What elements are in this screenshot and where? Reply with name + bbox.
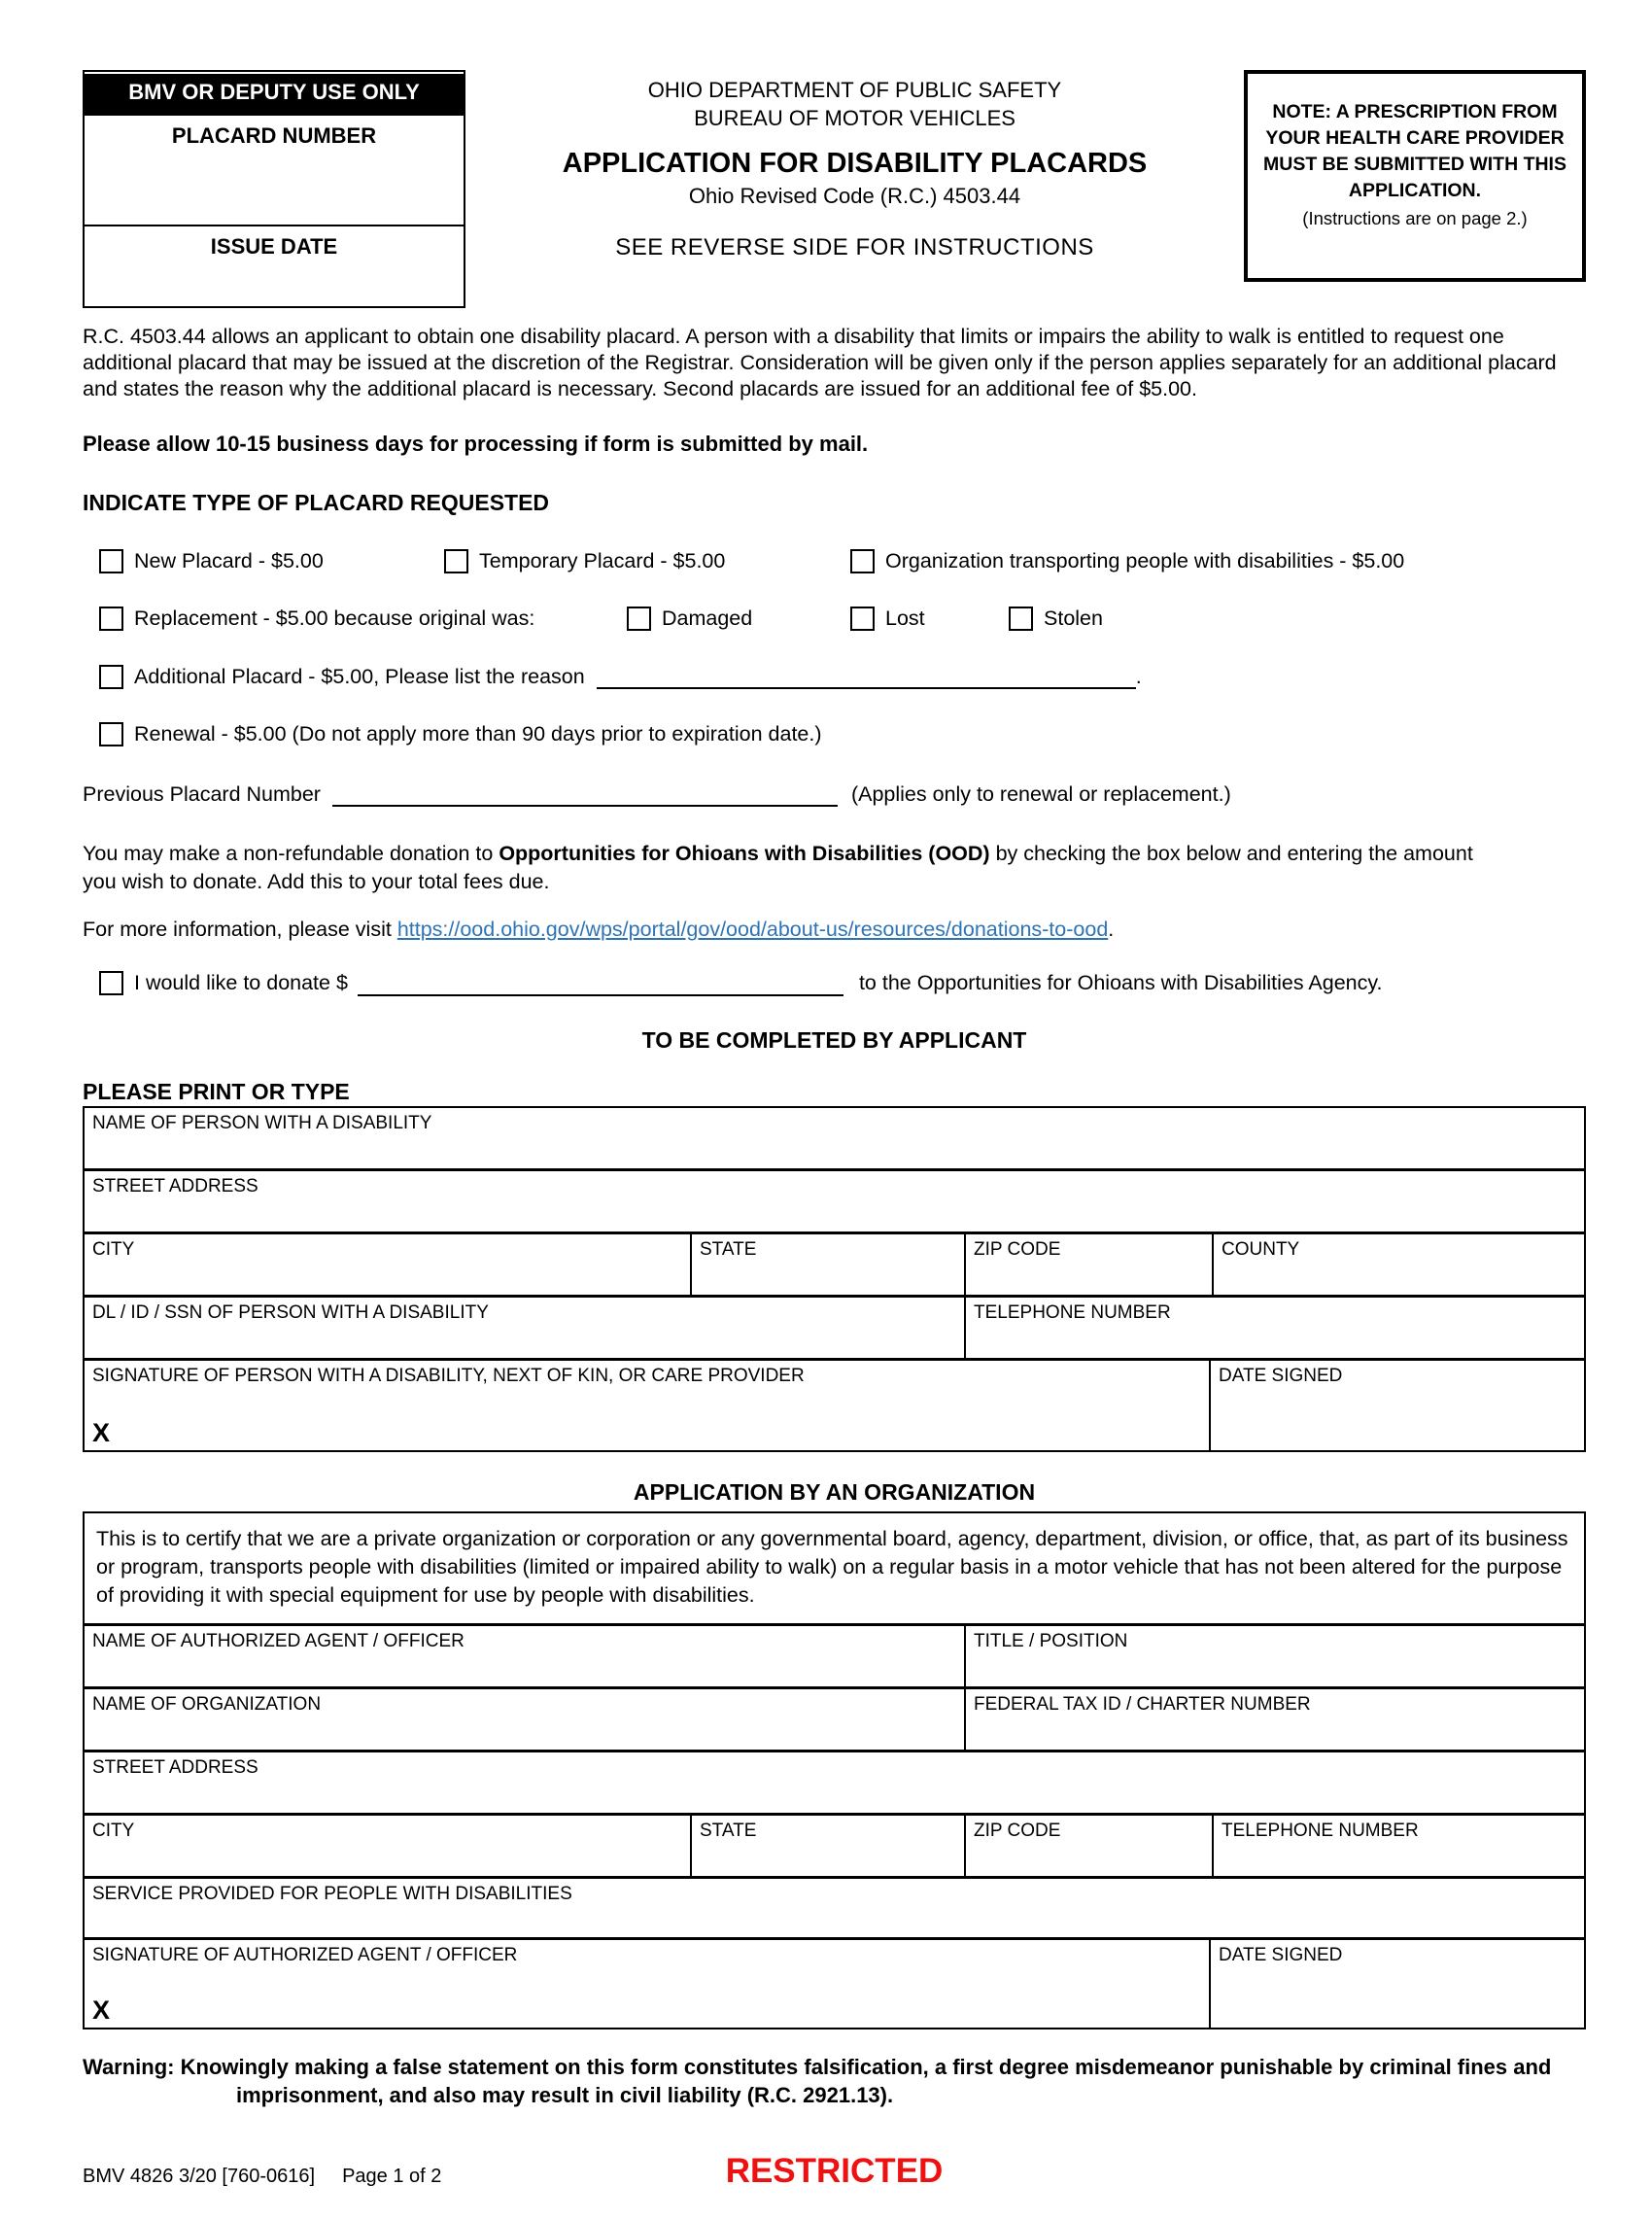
org-signature-field[interactable] [85, 1940, 1209, 2028]
org-name-label: NAME OF ORGANIZATION [92, 1693, 322, 1715]
print-or-type-label: PLEASE PRINT OR TYPE [83, 1078, 350, 1104]
intro-paragraph: R.C. 4503.44 allows an applicant to obtain one disability placard. A person with a disability that limits or impairs the ability to walk is entitled to request one additional placard that may be issued at the discretion of the Registrar. Consideration will be given only if the person applies separately for an additional placard and states the reason why the additional placard is necessary. Second placards are issued for an additional fee of $5.00. [83, 325, 1557, 400]
org-date-signed-label: DATE SIGNED [1219, 1944, 1343, 1965]
donate-amount-field[interactable] [358, 971, 843, 996]
applicant-dl-row [85, 1295, 1584, 1358]
org-date-signed-field[interactable] [1209, 1940, 1584, 2028]
applicant-signature-field[interactable] [85, 1361, 1209, 1450]
form-title: APPLICATION FOR DISABILITY PLACARDS [562, 148, 1148, 179]
header-title-block [465, 70, 1244, 261]
org-zip-label: ZIP CODE [974, 1820, 1061, 1841]
donation-info-suffix: . [1108, 917, 1115, 941]
restricted-stamp: RESTRICTED [725, 2151, 944, 2190]
organization-label: Organization transporting people with disabilities - $5.00 [885, 549, 1405, 572]
additional-reason-field[interactable] [597, 664, 1136, 689]
organization-heading: APPLICATION BY AN ORGANIZATION [633, 1478, 1036, 1505]
org-city-field[interactable] [85, 1816, 690, 1876]
placard-type-row-4 [83, 722, 1586, 746]
applicant-zip-field[interactable] [964, 1234, 1212, 1295]
prescription-note-box [1244, 70, 1586, 282]
applicant-county-label: COUNTY [1222, 1238, 1300, 1260]
temporary-placard-option [444, 549, 850, 573]
additional-reason-period: . [1135, 664, 1142, 688]
warning-text: Warning: Knowingly making a false statement on this form constitutes falsification, a first degree misdemeanor punishable by criminal fines and imprisonment, and also may result in civil liability (R.C. 2921.13). [83, 2054, 1552, 2107]
applicant-table [83, 1106, 1586, 1452]
lost-checkbox[interactable] [850, 607, 875, 631]
org-signature-x: X [92, 1995, 111, 2025]
org-service-label: SERVICE PROVIDED FOR PEOPLE WITH DISABILITIES [92, 1883, 572, 1904]
org-title-field[interactable] [964, 1626, 1584, 1686]
issue-date-label: ISSUE DATE [210, 234, 338, 259]
page-number: Page 1 of 2 [342, 2165, 442, 2187]
additional-placard-label: Additional Placard - $5.00, Please list the reason [134, 664, 585, 688]
new-placard-label: New Placard - $5.00 [134, 549, 324, 572]
org-zip-field[interactable] [964, 1816, 1212, 1876]
donation-link[interactable]: https://ood.ohio.gov/wps/portal/gov/ood/about-us/resources/donations-to-ood [396, 917, 1109, 941]
applicant-phone-label: TELEPHONE NUMBER [974, 1301, 1171, 1323]
donate-suffix: to the Opportunities for Ohioans with Disabilities Agency. [858, 971, 1383, 994]
donation-ood-bold: Opportunities for Ohioans with Disabilities (OOD) [499, 842, 990, 865]
applicant-signature-x: X [92, 1417, 111, 1447]
applicant-street-field[interactable] [85, 1171, 1584, 1231]
renewal-option [99, 722, 822, 746]
stolen-label: Stolen [1044, 607, 1103, 630]
stolen-option [1009, 607, 1103, 631]
damaged-option [627, 607, 850, 631]
org-service-field[interactable] [85, 1879, 1584, 1937]
applicant-dl-label: DL / ID / SSN OF PERSON WITH A DISABILITY [92, 1301, 489, 1323]
dept-line1: OHIO DEPARTMENT OF PUBLIC SAFETY [647, 78, 1062, 102]
prescription-note-text: NOTE: A PRESCRIPTION FROM YOUR HEALTH CARE PROVIDER MUST BE SUBMITTED WITH THIS APPLICATION. [1263, 101, 1566, 201]
org-tax-id-field[interactable] [964, 1689, 1584, 1750]
org-certify-row [85, 1513, 1584, 1623]
org-certify-text: This is to certify that we are a private organization or corporation or any governmental board, agency, department, division, or office, that, as part of its business or program, transports people with disabilities (limited or impaired ability to walk) on a regular basis in a motor vehicle that has not been altered for the purpose of providing it with special equipment for use by people with disabilities. [96, 1526, 1568, 1607]
org-phone-field[interactable] [1212, 1816, 1584, 1876]
applicant-date-signed-field[interactable] [1209, 1361, 1584, 1450]
org-title-label: TITLE / POSITION [974, 1630, 1128, 1651]
applicant-signature-row [85, 1358, 1584, 1450]
renewal-checkbox[interactable] [99, 722, 123, 746]
previous-placard-label: Previous Placard Number [83, 782, 321, 806]
org-city-row [85, 1813, 1584, 1876]
applicant-zip-label: ZIP CODE [974, 1238, 1061, 1260]
donate-row [83, 971, 1586, 996]
org-signature-label: SIGNATURE OF AUTHORIZED AGENT / OFFICER [92, 1944, 518, 1965]
placard-type-row-1 [83, 549, 1586, 573]
additional-placard-option [99, 664, 1142, 689]
placard-number-label: PLACARD NUMBER [171, 123, 377, 148]
placard-type-row-3 [83, 664, 1586, 689]
footer-left [83, 2166, 468, 2188]
renewal-label: Renewal - $5.00 (Do not apply more than 90 days prior to expiration date.) [134, 722, 822, 746]
previous-placard-note: (Applies only to renewal or replacement.) [850, 782, 1231, 806]
applicant-name-label: NAME OF PERSON WITH A DISABILITY [92, 1112, 432, 1133]
donate-label: I would like to donate $ [134, 971, 348, 994]
replacement-checkbox[interactable] [99, 607, 123, 631]
issue-date-field[interactable] [85, 260, 464, 306]
applicant-state-label: STATE [700, 1238, 757, 1260]
org-agent-field[interactable] [85, 1626, 964, 1686]
org-street-row [85, 1750, 1584, 1813]
form-number: BMV 4826 3/20 [760-0616] [83, 2165, 316, 2187]
temporary-placard-checkbox[interactable] [444, 549, 468, 573]
applicant-county-field[interactable] [1212, 1234, 1584, 1295]
donate-option [99, 971, 1383, 996]
form-footer [83, 2152, 1586, 2220]
replacement-label: Replacement - $5.00 because original was: [134, 607, 535, 630]
temporary-placard-label: Temporary Placard - $5.00 [479, 549, 726, 572]
org-tax-id-label: FEDERAL TAX ID / CHARTER NUMBER [974, 1693, 1311, 1715]
organization-option [850, 549, 1404, 573]
donation-info-prefix: For more information, please visit [83, 917, 397, 941]
donation-text-1: You may make a non-refundable donation to [83, 842, 499, 865]
org-name-row [85, 1686, 1584, 1750]
org-signature-row [85, 1937, 1584, 2028]
form-header [83, 70, 1586, 308]
issue-date-section [85, 226, 464, 306]
new-placard-checkbox[interactable] [99, 549, 123, 573]
dept-line2: BUREAU OF MOTOR VEHICLES [694, 106, 1015, 130]
org-street-field[interactable] [85, 1752, 1584, 1813]
org-state-field[interactable] [690, 1816, 964, 1876]
applicant-heading: TO BE COMPLETED BY APPLICANT [641, 1026, 1027, 1053]
new-placard-option [99, 549, 444, 573]
replacement-option [99, 607, 627, 631]
org-agent-label: NAME OF AUTHORIZED AGENT / OFFICER [92, 1630, 465, 1651]
applicant-state-field[interactable] [690, 1234, 964, 1295]
additional-placard-checkbox[interactable] [99, 665, 123, 689]
org-name-field[interactable] [85, 1689, 964, 1750]
org-street-label: STREET ADDRESS [92, 1756, 258, 1778]
form-subtitle: Ohio Revised Code (R.C.) 4503.44 [688, 184, 1021, 208]
org-phone-label: TELEPHONE NUMBER [1222, 1820, 1419, 1841]
applicant-date-signed-label: DATE SIGNED [1219, 1365, 1343, 1386]
applicant-name-row [85, 1108, 1584, 1168]
damaged-label: Damaged [662, 607, 753, 630]
applicant-phone-field[interactable] [964, 1298, 1584, 1358]
org-service-row [85, 1876, 1584, 1937]
see-reverse-note: SEE REVERSE SIDE FOR INSTRUCTIONS [615, 234, 1094, 260]
donation-paragraph [83, 840, 1487, 896]
damaged-checkbox[interactable] [627, 607, 651, 631]
previous-placard-field[interactable] [332, 781, 838, 807]
previous-placard-row [83, 781, 1586, 807]
placard-number-field[interactable] [85, 149, 464, 225]
donation-info-line [83, 918, 1586, 942]
org-agent-row [85, 1623, 1584, 1686]
processing-note: Please allow 10-15 business days for processing if form is submitted by mail. [83, 432, 869, 456]
applicant-city-label: CITY [92, 1238, 135, 1260]
placard-number-section [85, 116, 464, 226]
applicant-signature-label: SIGNATURE OF PERSON WITH A DISABILITY, NEXT OF KIN, OR CARE PROVIDER [92, 1365, 805, 1386]
org-city-label: CITY [92, 1820, 135, 1841]
stolen-checkbox[interactable] [1009, 607, 1033, 631]
lost-option [850, 607, 1009, 631]
placard-type-heading: INDICATE TYPE OF PLACARD REQUESTED [83, 490, 550, 515]
donation-text-2: by checking the box below and entering the amount you wish to donate. Add this to your total fees due. [83, 842, 1473, 893]
placard-type-row-2 [83, 607, 1586, 631]
organization-table [83, 1511, 1586, 2029]
applicant-city-row [85, 1231, 1584, 1295]
applicant-city-field[interactable] [85, 1234, 690, 1295]
instructions-page-note: (Instructions are on page 2.) [1302, 208, 1528, 228]
applicant-street-row [85, 1168, 1584, 1231]
applicant-name-field[interactable] [85, 1108, 1584, 1168]
organization-checkbox[interactable] [850, 549, 875, 573]
applicant-street-label: STREET ADDRESS [92, 1175, 258, 1197]
bmv-use-only-header: BMV OR DEPUTY USE ONLY [85, 72, 464, 116]
bmv-use-only-box [83, 70, 465, 308]
org-state-label: STATE [700, 1820, 757, 1841]
applicant-dl-field[interactable] [85, 1298, 964, 1358]
donate-checkbox[interactable] [99, 971, 123, 995]
lost-label: Lost [885, 607, 925, 630]
